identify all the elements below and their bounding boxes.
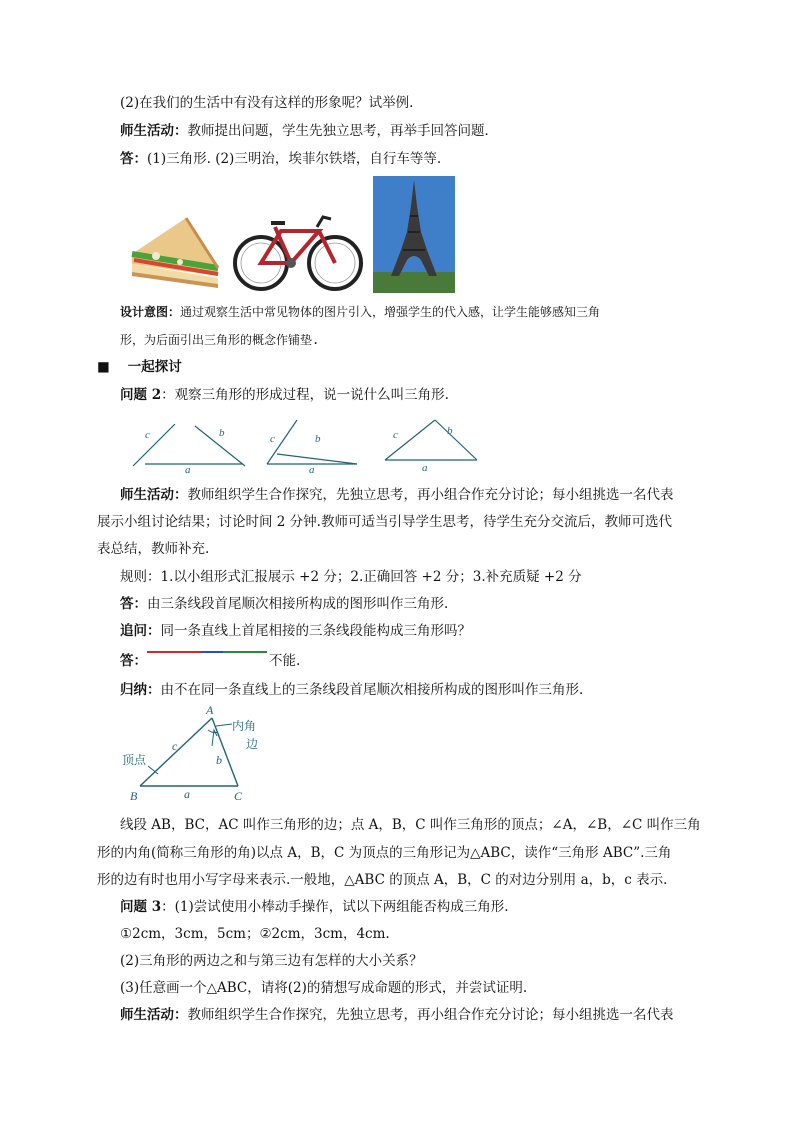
vertex-label-b: B	[130, 789, 138, 803]
collinear-segments-figure	[147, 649, 269, 655]
vertex-label-a: A	[206, 703, 214, 717]
activity-2-cont: 表总结，教师补充.	[97, 541, 210, 557]
activity-2-cont: 展示小组讨论结果；讨论时间 2 分钟.教师可适当引导学生思考，待学生充分交流后，教师可选代	[97, 514, 672, 530]
label-a: a	[422, 462, 428, 474]
triangle-formation-figure	[125, 416, 485, 474]
question-3: 问题 3：(1)尝试使用小棒动手操作，试以下两组能否构成三角形.	[120, 899, 509, 915]
answer-3-text: 不能.	[269, 653, 301, 669]
answer-line: 答：(1)三角形. (2)三明治，埃菲尔铁塔，自行车等等.	[120, 151, 442, 167]
question-3-options: ①2cm，3cm，5cm；②2cm，3cm，4cm.	[120, 926, 390, 942]
follow-up-question: 追问：同一条直线上首尾相接的三条线段能构成三角形吗？	[120, 623, 471, 639]
label-a: a	[185, 464, 191, 476]
design-intent-cont: 形，为后面引出三角形的概念作铺垫.	[120, 333, 320, 347]
section-heading: ■ 一起探讨	[97, 359, 182, 375]
question-2: 问题 2：观察三角形的形成过程，说一说什么叫三角形.	[120, 387, 449, 403]
definition-line-1: 线段 AB，BC，AC 叫作三角形的边；点 A，B，C 叫作三角形的顶点；∠A，∠B，∠C 叫作三角	[120, 817, 701, 833]
activity-2: 师生活动：教师组织学生合作探究，先独立思考，再小组合作充分讨论；每小组挑选一名代表	[120, 487, 674, 503]
label-b: b	[219, 427, 225, 439]
sandwich-image	[126, 212, 222, 294]
question-line: (2)在我们的生活中有没有这样的形象呢？试举例.	[120, 95, 414, 111]
activity-line: 师生活动：教师提出问题，学生先独立思考，再举手回答问题．	[120, 123, 498, 139]
inner-angle-note: 内角	[232, 719, 257, 733]
question-3-part-2: (2)三角形的两边之和与第三边有怎样的大小关系？	[120, 953, 423, 969]
definition-line-2: 形的内角(简称三角形的角)以点 A，B，C 为顶点的三角形记为△ABC，读作“三角形 ABC”.三角	[97, 845, 672, 861]
summary-line: 归纳：由不在同一条直线上的三条线段首尾顺次相接所构成的图形叫作三角形.	[120, 682, 584, 698]
bullet-icon: ■	[97, 359, 110, 375]
bicycle-image	[231, 209, 365, 293]
answer-2: 答：由三条线段首尾顺次相接所构成的图形叫作三角形.	[120, 596, 449, 612]
eiffel-tower-image	[373, 176, 455, 293]
label-b: b	[315, 433, 321, 445]
side-note: 边	[246, 737, 259, 751]
vertex-note: 顶点	[122, 753, 147, 767]
label-a: a	[309, 464, 315, 476]
rules-line: 规则：1.以小组形式汇报展示 +2 分；2.正确回答 +2 分；3.补充质疑 +2 分	[120, 569, 582, 585]
design-intent: 设计意图：通过观察生活中常见物体的图片引入，增强学生的代入感，让学生能够感知三角	[120, 305, 601, 319]
side-label-c: c	[172, 739, 178, 753]
triangle-abc-diagram	[120, 704, 270, 806]
side-label-a: a	[184, 787, 190, 801]
side-label-b: b	[216, 753, 222, 767]
definition-line-3: 形的边有时也用小写字母来表示.一般地，△ABC 的顶点 A，B，C 的对边分别用 a，b，c 表示.	[97, 872, 668, 888]
label-c: c	[145, 429, 150, 441]
label-b: b	[447, 425, 453, 437]
label-c: c	[270, 433, 275, 445]
label-c: c	[393, 429, 398, 441]
activity-3: 师生活动：教师组织学生合作探究，先独立思考，再小组合作充分讨论；每小组挑选一名代表	[120, 1007, 674, 1023]
question-3-part-3: (3)任意画一个△ABC，请将(2)的猜想写成命题的形式，并尝试证明.	[120, 980, 528, 996]
vertex-label-c: C	[234, 789, 243, 803]
answer-3: 答：	[120, 653, 147, 669]
